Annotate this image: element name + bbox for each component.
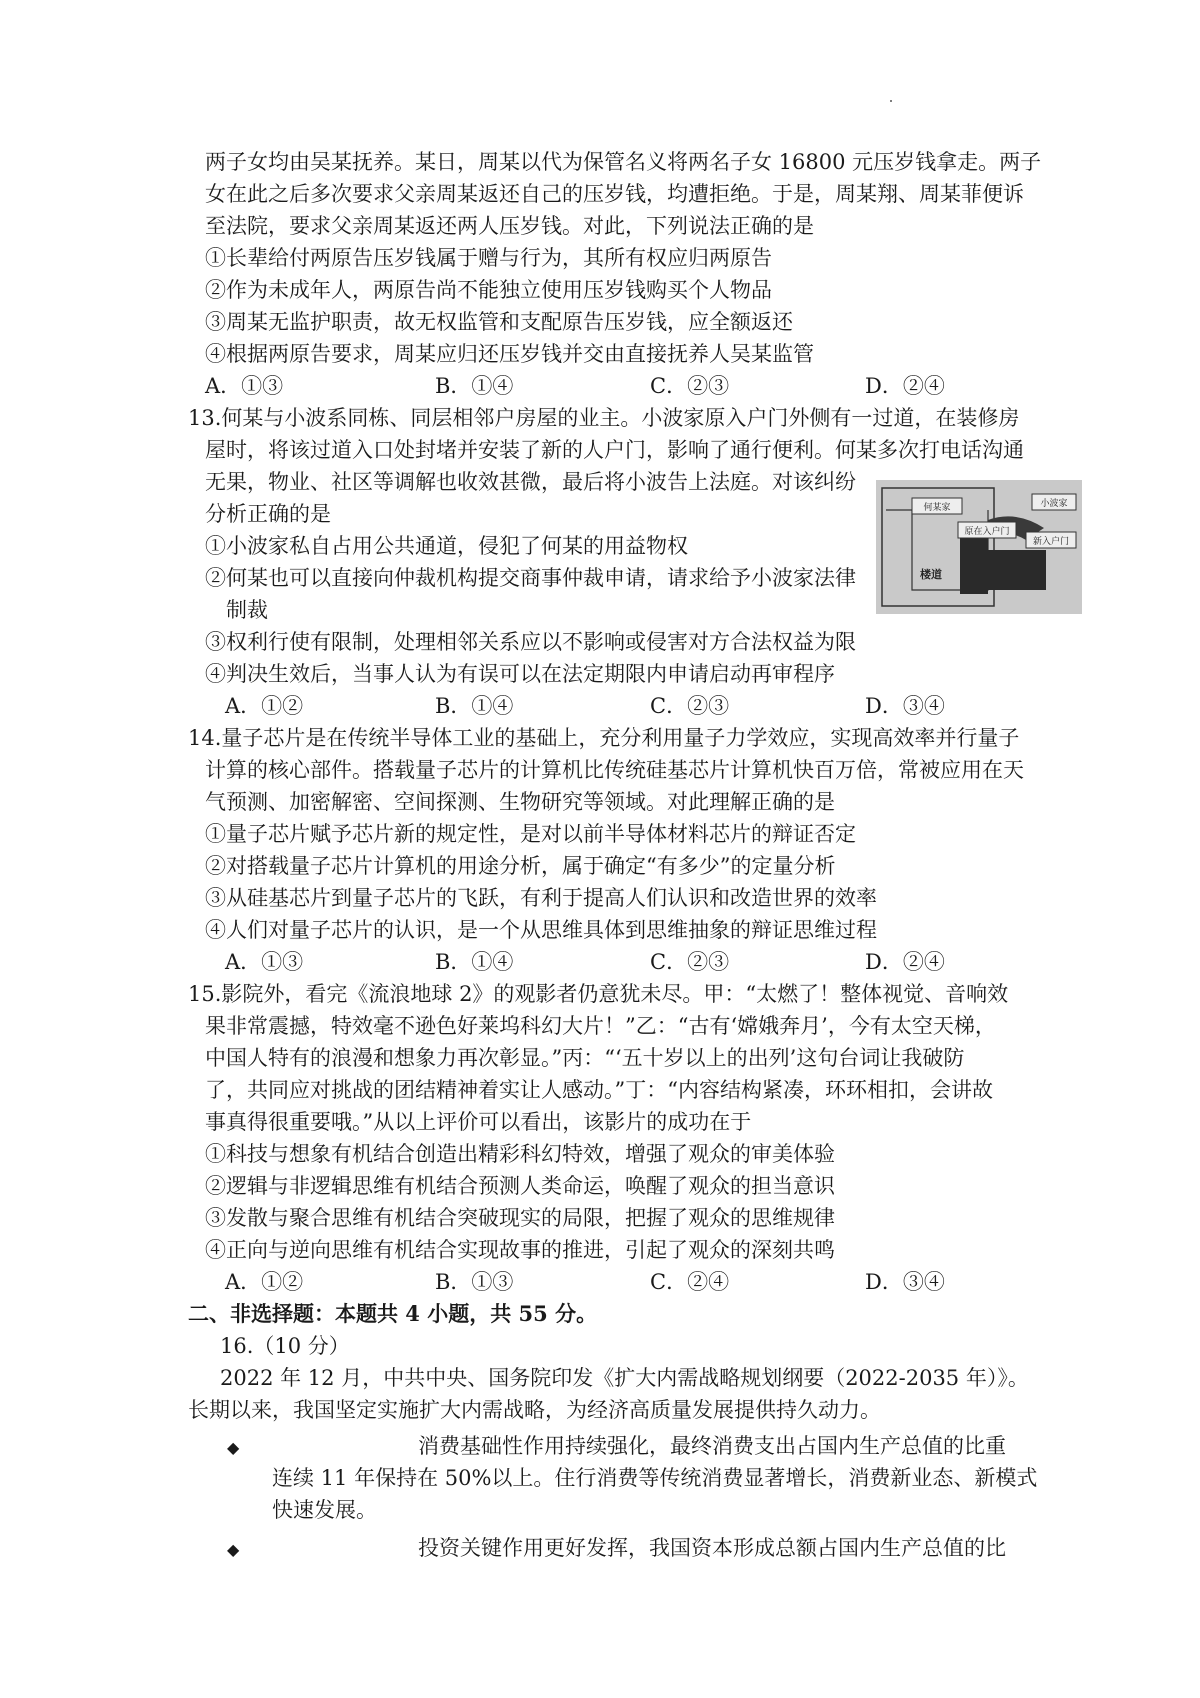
q13-text-line-1: 13.何某与小波系同栋、同层相邻户房屋的业主。小波家原入户门外侧有一过道，在装修房 [188,406,1020,430]
scan-speck [890,100,892,102]
q12-text-line-1: 两子女均由吴某抚养。某日，周某以代为保管名义将两名子女 16800 元压岁钱拿走。两子 [205,150,1042,174]
q13-choice-a: A．①② [225,694,304,718]
q14-text-line-1: 14.量子芯片是在传统半导体工业的基础上，充分利用量子力学效应，实现高效率并行量子 [188,726,1020,750]
q15-option-2: ②逻辑与非逻辑思维有机结合预测人类命运，唤醒了观众的担当意识 [205,1174,835,1198]
q12-option-4: ④根据两原告要求，周某应归还压岁钱并交由直接抚养人吴某监管 [205,342,814,366]
q13-option-4: ④判决生效后，当事人认为有误可以在法定期限内申请启动再审程序 [205,662,835,686]
q14-choice-c: C．②③ [650,950,730,974]
section2-heading: 二、非选择题：本题共 4 小题，共 55 分。 [188,1301,598,1326]
figure-label-new-door: 新入户门 [1032,537,1070,547]
q13-option-1: ①小波家私自占用公共通道，侵犯了何某的用益物权 [205,534,688,558]
q15-choice-d: D．③④ [865,1270,945,1294]
q13-choice-d: D．③④ [865,694,945,718]
q13-text-line-4: 分析正确的是 [205,502,331,526]
q16-label: 16.（10 分） [220,1334,350,1358]
q16-intro-line-2: 长期以来，我国坚定实施扩大内需战略，为经济高质量发展提供持久动力。 [188,1398,881,1422]
q14-choice-b: B．①④ [435,950,514,974]
q15-choice-b: B．①③ [435,1270,514,1294]
q14-option-1: ①量子芯片赋予芯片新的规定性，是对以前半导体材料芯片的辩证否定 [205,822,856,846]
q13-choice-c: C．②③ [650,694,730,718]
figure-label-corridor: 楼道 [920,568,942,581]
q15-text-line-2: 果非常震撼，特效毫不逊色好莱坞科幻大片！”乙：“古有‘嫦娥奔月’，今有太空天梯， [205,1014,996,1038]
q16-bullet1-line-1: 消费基础性作用持续强化，最终消费支出占国内生产总值的比重 [418,1434,1006,1458]
q14-option-3: ③从硅基芯片到量子芯片的飞跃，有利于提高人们认识和改造世界的效率 [205,886,877,910]
q15-text-line-4: 了，共同应对挑战的团结精神着实让人感动。”丁：“内容结构紧凑，环环相扣，会讲故 [205,1078,993,1102]
q13-choice-b: B．①④ [435,694,514,718]
q12-choice-b: B．①④ [435,374,514,398]
q15-text-line-5: 事真得很重要哦。”从以上评价可以看出，该影片的成功在于 [205,1110,752,1134]
q14-choice-a: A．①③ [225,950,304,974]
q16-bullet1-line-3: 快速发展。 [272,1498,377,1522]
q14-option-4: ④人们对量子芯片的认识，是一个从思维具体到思维抽象的辩证思维过程 [205,918,877,942]
q14-text-line-3: 气预测、加密解密、空间探测、生物研究等领域。对此理解正确的是 [205,790,835,814]
q16-bullet1-line-2: 连续 11 年保持在 50%以上。住行消费等传统消费显著增长，消费新业态、新模式 [272,1466,1038,1490]
q12-choice-c: C．②③ [650,374,730,398]
q13-option-2: ②何某也可以直接向仲裁机构提交商事仲裁申请，请求给予小波家法律 [205,566,856,590]
q12-text-line-3: 至法院，要求父亲周某返还两人压岁钱。对此，下列说法正确的是 [205,214,814,238]
q15-choice-c: C．②④ [650,1270,730,1294]
q13-text-line-2: 屋时，将该过道入口处封堵并安装了新的人户门，影响了通行便利。何某多次打电话沟通 [205,438,1024,462]
q13-option-2-cont: 制裁 [226,598,268,622]
q12-text-line-2: 女在此之后多次要求父亲周某返还自己的压岁钱，均遭拒绝。于是，周某翔、周某菲便诉 [205,182,1024,206]
q16-intro-line-1: 2022 年 12 月，中共中央、国务院印发《扩大内需战略规划纲要（2022-2035 年）》。 [220,1366,1029,1390]
bullet-diamond-icon: ◆ [227,1540,240,1559]
q13-text-line-3: 无果，物业、社区等调解也收效甚微，最后将小波告上法庭。对该纠纷 [205,470,856,494]
q13-option-3: ③权利行使有限制，处理相邻关系应以不影响或侵害对方合法权益为限 [205,630,856,654]
q15-option-1: ①科技与想象有机结合创造出精彩科幻特效，增强了观众的审美体验 [205,1142,835,1166]
q15-text-line-3: 中国人特有的浪漫和想象力再次彰显。”丙：“‘五十岁以上的出列’这句台词让我破防 [205,1046,965,1070]
q12-choice-a: A．①③ [205,374,284,398]
bullet-diamond-icon: ◆ [227,1438,240,1457]
q15-option-4: ④正向与逆向思维有机结合实现故事的推进，引起了观众的深刻共鸣 [205,1238,835,1262]
q14-option-2: ②对搭载量子芯片计算机的用途分析，属于确定“有多少”的定量分析 [205,854,836,878]
q12-option-1: ①长辈给付两原告压岁钱属于赠与行为，其所有权应归两原告 [205,246,772,270]
figure-label-old-door: 原在入户门 [964,527,1010,537]
q15-text-line-1: 15.影院外，看完《流浪地球 2》的观影者仍意犹未尽。甲：“太燃了！整体视觉、音响效 [188,982,1009,1006]
figure-label-xiaobo-home: 小波家 [1040,499,1068,509]
q16-bullet2-line-1: 投资关键作用更好发挥，我国资本形成总额占国内生产总值的比 [418,1536,1006,1560]
q12-choice-d: D．②④ [865,374,945,398]
figure-label-he-home: 何某家 [923,503,951,513]
q14-text-line-2: 计算的核心部件。搭载量子芯片的计算机比传统硅基芯片计算机快百万倍，常被应用在天 [205,758,1024,782]
floor-plan-figure [876,480,1082,614]
q15-choice-a: A．①② [225,1270,304,1294]
q15-option-3: ③发散与聚合思维有机结合突破现实的局限，把握了观众的思维规律 [205,1206,835,1230]
q12-option-3: ③周某无监护职责，故无权监管和支配原告压岁钱，应全额返还 [205,310,793,334]
q12-option-2: ②作为未成年人，两原告尚不能独立使用压岁钱购买个人物品 [205,278,772,302]
q14-choice-d: D．②④ [865,950,945,974]
